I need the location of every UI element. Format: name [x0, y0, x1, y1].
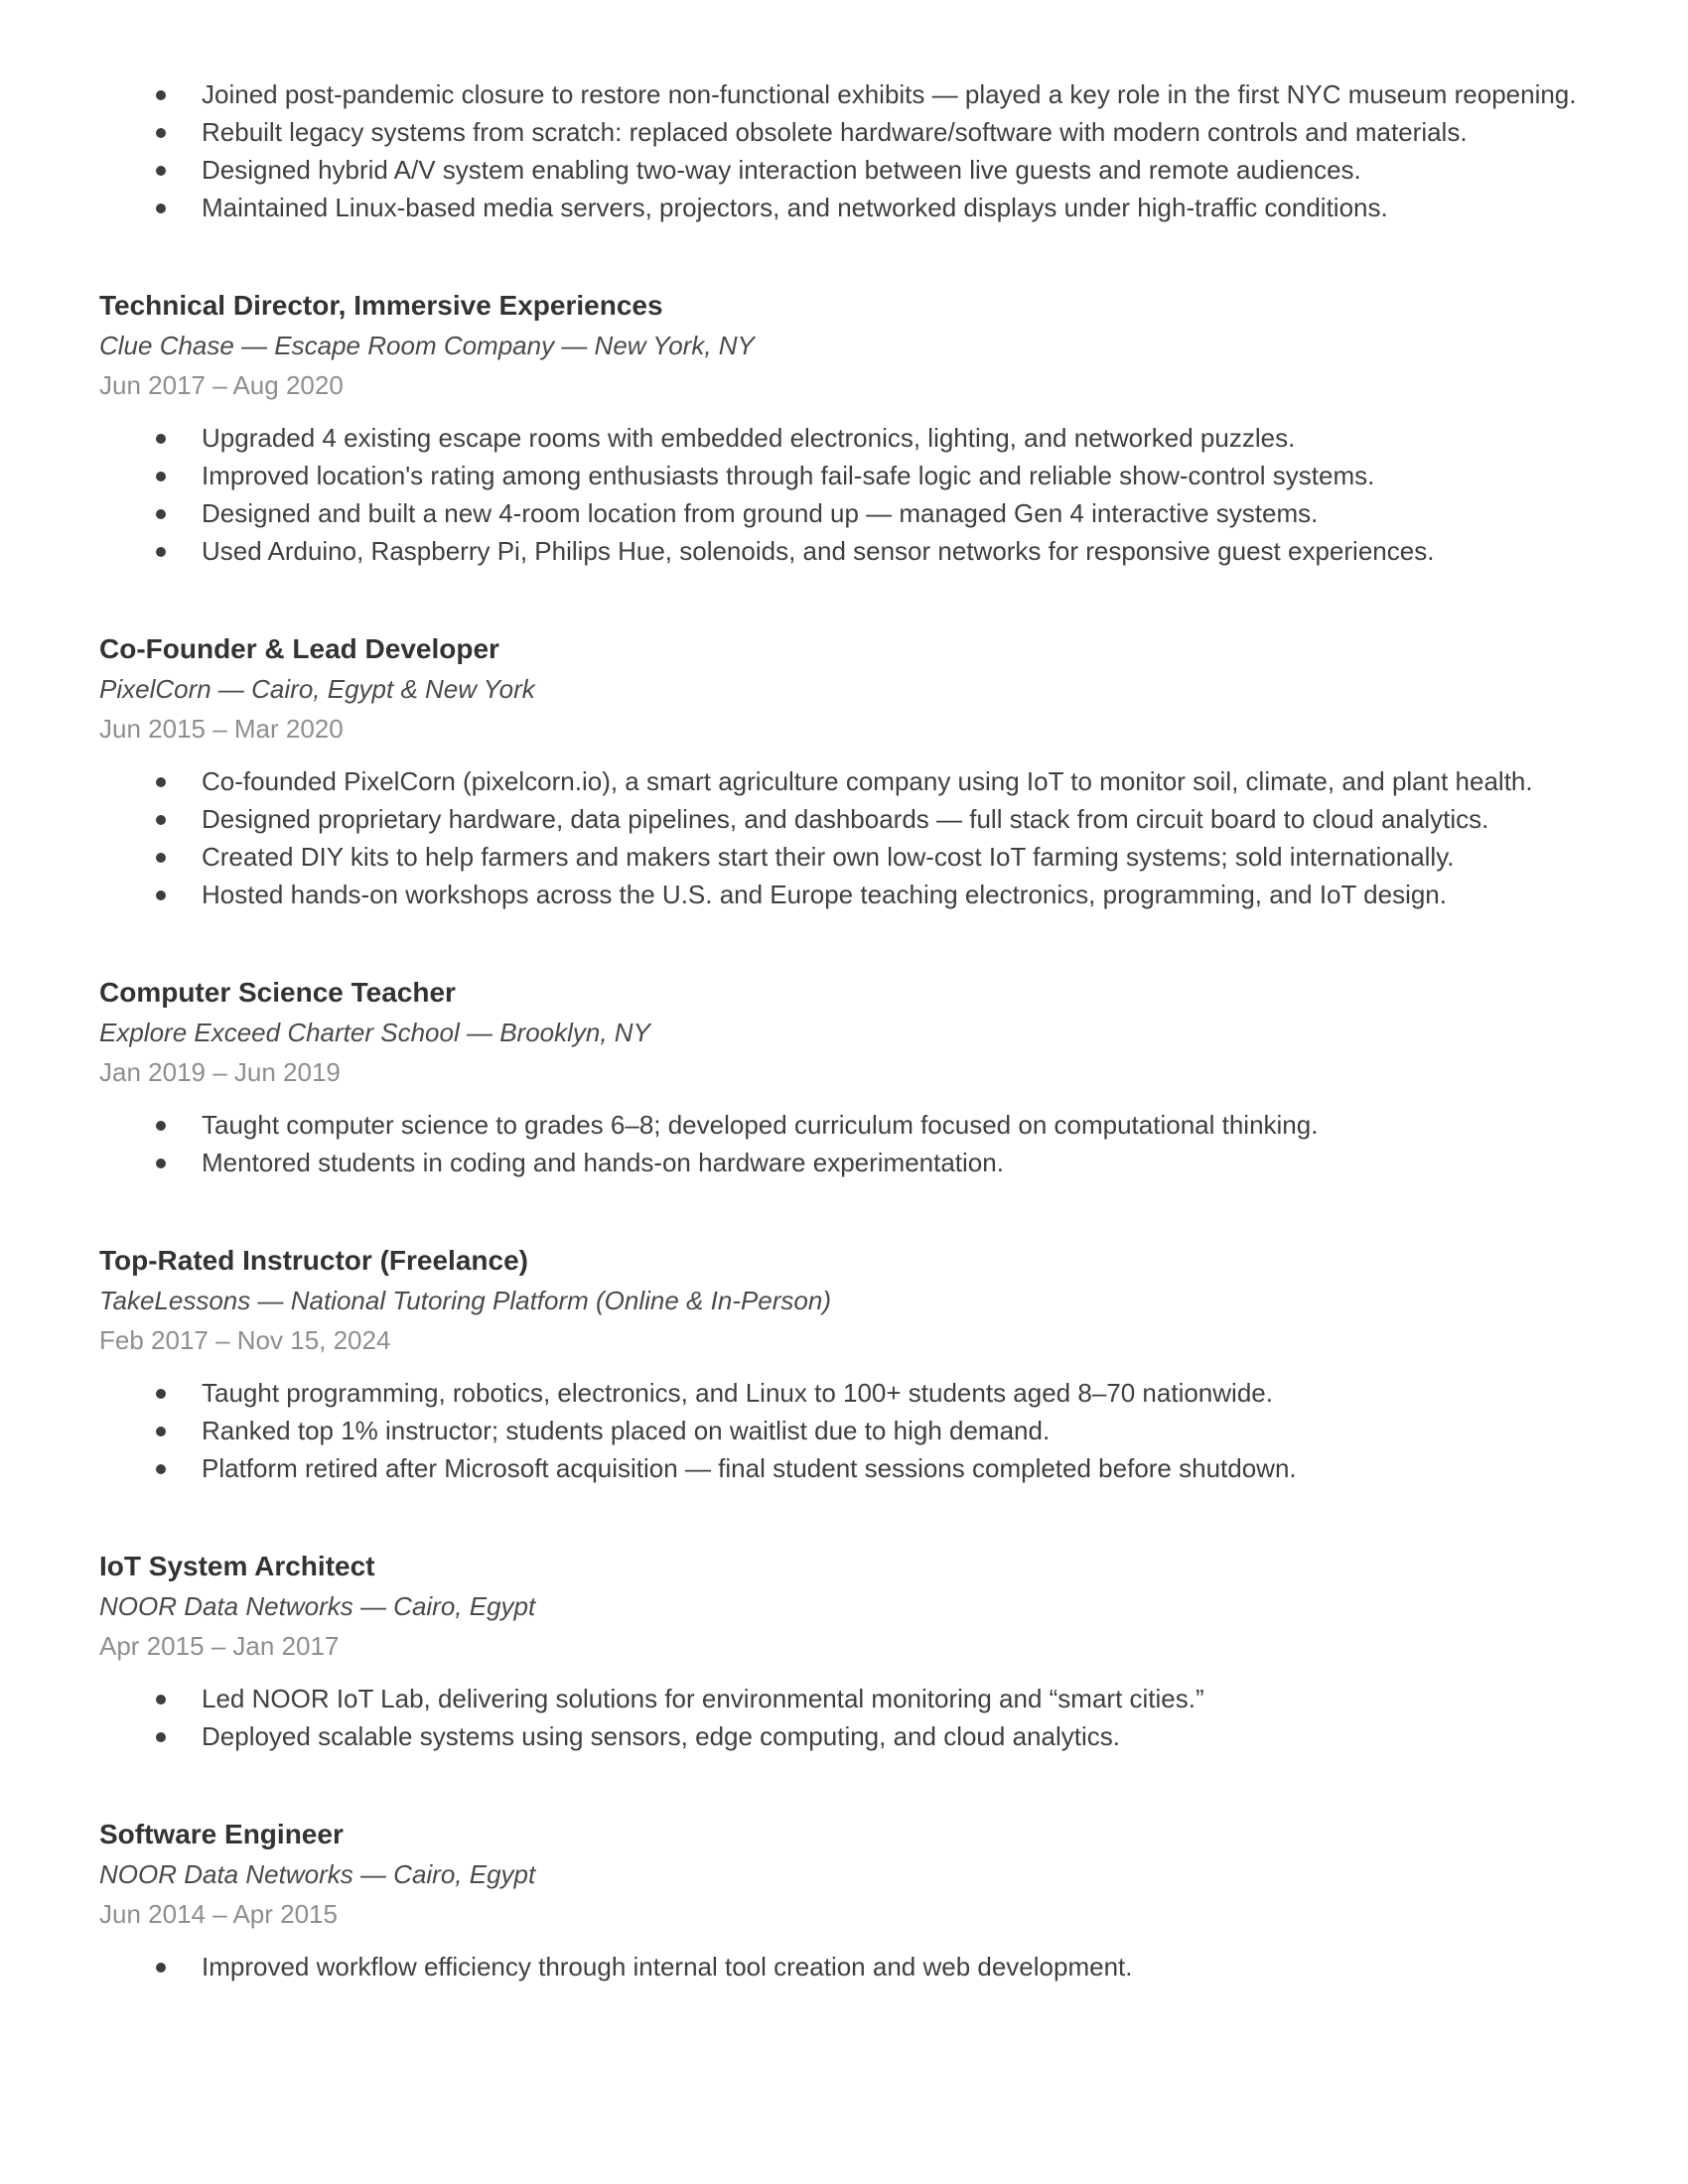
job-company: PixelCorn — Cairo, Egypt & New York — [99, 674, 535, 704]
job-title: Co-Founder & Lead Developer — [99, 633, 499, 664]
job-title: IoT System Architect — [99, 1551, 375, 1581]
job-title: Software Engineer — [99, 1819, 344, 1849]
job-title: Top-Rated Instructor (Freelance) — [99, 1245, 528, 1276]
bullet-item: Joined post-pandemic closure to restore non-functional exhibits — played a key role in the first NYC museum reopening. — [202, 75, 1593, 113]
job-company: Clue Chase — Escape Room Company — New York, NY — [99, 331, 755, 360]
bullet-item: Platform retired after Microsoft acquisition — final student sessions completed before shutdown. — [202, 1449, 1593, 1487]
job-title: Technical Director, Immersive Experiences — [99, 290, 663, 321]
job-section-instructor — [99, 1241, 1593, 1487]
bullet-item: Mentored students in coding and hands-on hardware experimentation. — [202, 1144, 1593, 1181]
job-bullet-list — [99, 1948, 1593, 1985]
bullet-item: Taught computer science to grades 6–8; developed curriculum focused on computational thinking. — [202, 1106, 1593, 1144]
job-dates: Jun 2014 – Apr 2015 — [99, 1899, 338, 1929]
job-bullet-list — [99, 1680, 1593, 1755]
job-bullet-list — [99, 1374, 1593, 1487]
bullet-item: Improved workflow efficiency through internal tool creation and web development. — [202, 1948, 1593, 1985]
bullet-item: Designed proprietary hardware, data pipelines, and dashboards — full stack from circuit board to cloud analytics. — [202, 800, 1593, 838]
job-section-cs-teacher — [99, 973, 1593, 1181]
bullet-item: Co-founded PixelCorn (pixelcorn.io), a smart agriculture company using IoT to monitor soil, climate, and plant health. — [202, 762, 1593, 800]
bullet-item: Hosted hands-on workshops across the U.S. and Europe teaching electronics, programming, and IoT design. — [202, 876, 1593, 913]
job-dates: Jan 2019 – Jun 2019 — [99, 1057, 341, 1087]
job-title: Computer Science Teacher — [99, 977, 456, 1008]
bullet-item: Maintained Linux-based media servers, projectors, and networked displays under high-traffic conditions. — [202, 189, 1593, 226]
job-company: TakeLessons — National Tutoring Platform (Online & In-Person) — [99, 1286, 832, 1315]
job-section-iot-architect — [99, 1547, 1593, 1755]
job-dates: Jun 2015 – Mar 2020 — [99, 714, 344, 744]
job-dates: Jun 2017 – Aug 2020 — [99, 370, 344, 400]
job-section-technical-director — [99, 286, 1593, 570]
bullet-item: Taught programming, robotics, electronics, and Linux to 100+ students aged 8–70 nationwide. — [202, 1374, 1593, 1412]
bullet-item: Designed and built a new 4-room location from ground up — managed Gen 4 interactive systems. — [202, 494, 1593, 532]
bullet-item: Ranked top 1% instructor; students placed on waitlist due to high demand. — [202, 1412, 1593, 1449]
bullet-item: Designed hybrid A/V system enabling two-way interaction between live guests and remote audiences. — [202, 151, 1593, 189]
job-company: NOOR Data Networks — Cairo, Egypt — [99, 1859, 536, 1889]
job-dates: Apr 2015 – Jan 2017 — [99, 1631, 340, 1661]
bullet-item: Created DIY kits to help farmers and makers start their own low-cost IoT farming systems; sold internationally. — [202, 838, 1593, 876]
experience-continuation-list — [99, 75, 1593, 226]
job-dates: Feb 2017 – Nov 15, 2024 — [99, 1325, 391, 1355]
bullet-item: Rebuilt legacy systems from scratch: replaced obsolete hardware/software with modern controls and materials. — [202, 113, 1593, 151]
job-bullet-list — [99, 419, 1593, 570]
bullet-item: Deployed scalable systems using sensors, edge computing, and cloud analytics. — [202, 1717, 1593, 1755]
job-bullet-list — [99, 762, 1593, 913]
bullet-item: Improved location's rating among enthusiasts through fail-safe logic and reliable show-control systems. — [202, 457, 1593, 494]
bullet-item: Led NOOR IoT Lab, delivering solutions for environmental monitoring and “smart cities.” — [202, 1680, 1593, 1717]
bullet-item: Upgraded 4 existing escape rooms with embedded electronics, lighting, and networked puzzles. — [202, 419, 1593, 457]
job-bullet-list — [99, 1106, 1593, 1181]
job-section-co-founder — [99, 629, 1593, 913]
bullet-item: Used Arduino, Raspberry Pi, Philips Hue, solenoids, and sensor networks for responsive guest experiences. — [202, 532, 1593, 570]
job-company: NOOR Data Networks — Cairo, Egypt — [99, 1591, 536, 1621]
job-section-software-engineer — [99, 1815, 1593, 1985]
job-company: Explore Exceed Charter School — Brooklyn, NY — [99, 1018, 650, 1047]
